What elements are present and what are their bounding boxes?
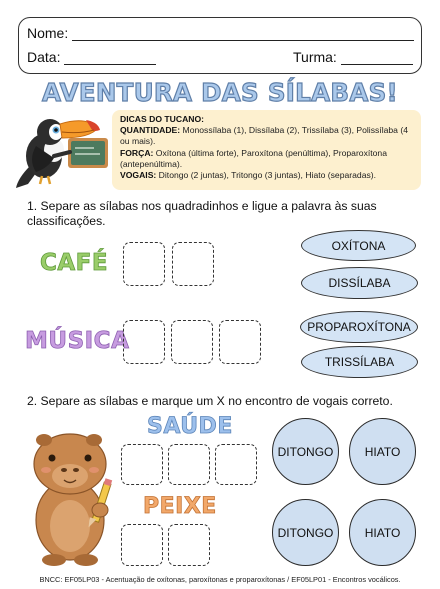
pill-proparoxitona[interactable]: PROPAROXÍTONA: [300, 311, 418, 343]
toucan-icon: [16, 119, 108, 188]
name-row: [27, 25, 414, 41]
pill-dissilaba[interactable]: DISSÍLABA: [301, 267, 418, 299]
syllable-box[interactable]: [123, 320, 165, 364]
date-label: Data:: [27, 49, 61, 65]
date-field[interactable]: [64, 51, 156, 65]
choice-saude-hiato[interactable]: HIATO: [349, 418, 416, 485]
word-peixe: PEIXE: [143, 494, 217, 519]
pill-oxitona[interactable]: OXÍTONA: [301, 230, 416, 261]
syllable-box[interactable]: [168, 444, 210, 485]
syllable-box[interactable]: [171, 320, 213, 364]
question-1: 1. Separe as sílabas nos quadradinhos e ligue a palavra às suas classificações.: [27, 199, 377, 228]
word-saude: SAÚDE: [147, 414, 233, 439]
syllable-box[interactable]: [219, 320, 261, 364]
syllable-box[interactable]: [121, 444, 163, 485]
syllable-box[interactable]: [168, 524, 210, 566]
name-label: Nome:: [27, 25, 69, 41]
toucan-illustration: [14, 108, 114, 194]
class-field[interactable]: [341, 51, 413, 65]
question-2: 2. Separe as sílabas e marque um X no encontro de vogais correto.: [27, 394, 393, 408]
choice-saude-ditongo[interactable]: DITONGO: [272, 418, 339, 485]
word-cafe: CAFÉ: [40, 250, 109, 276]
syllable-box[interactable]: [121, 524, 163, 566]
capybara-illustration: [18, 420, 123, 570]
choice-peixe-hiato[interactable]: HIATO: [349, 499, 416, 566]
toucan-tips-box: [112, 110, 421, 190]
name-field[interactable]: [72, 27, 414, 41]
class-label: Turma:: [293, 49, 337, 65]
pill-trissilaba[interactable]: TRISSÍLABA: [301, 346, 418, 378]
bncc-footer: BNCC: EF05LP03 - Acentuação de oxítonas, paroxítonas e proparoxítonas / EF05LP01 - Encontros vocálicos.: [39, 575, 401, 584]
syllable-box[interactable]: [123, 242, 165, 286]
choice-peixe-ditongo[interactable]: DITONGO: [272, 499, 339, 566]
capybara-icon: [34, 434, 112, 566]
tips-force: FORÇA: Oxítona (última forte), Paroxítona (penúltima), Proparoxítona (antepenúltima).: [120, 147, 387, 169]
word-musica: MÚSICA: [25, 328, 130, 354]
syllable-box[interactable]: [172, 242, 214, 286]
date-row: [27, 49, 156, 65]
tips-heading: DICAS DO TUCANO:: [120, 114, 205, 124]
page-title: AVENTURA DAS SÍLABAS!: [41, 78, 399, 107]
class-row: [293, 49, 413, 65]
syllable-box[interactable]: [215, 444, 257, 485]
tips-vowels: VOGAIS: Ditongo (2 juntas), Tritongo (3 juntas), Hiato (separadas).: [120, 170, 377, 181]
tips-quantity: QUANTIDADE: Monossílaba (1), Dissílaba (2), Trissílaba (3), Polissílaba (4 ou mais).: [120, 125, 408, 147]
